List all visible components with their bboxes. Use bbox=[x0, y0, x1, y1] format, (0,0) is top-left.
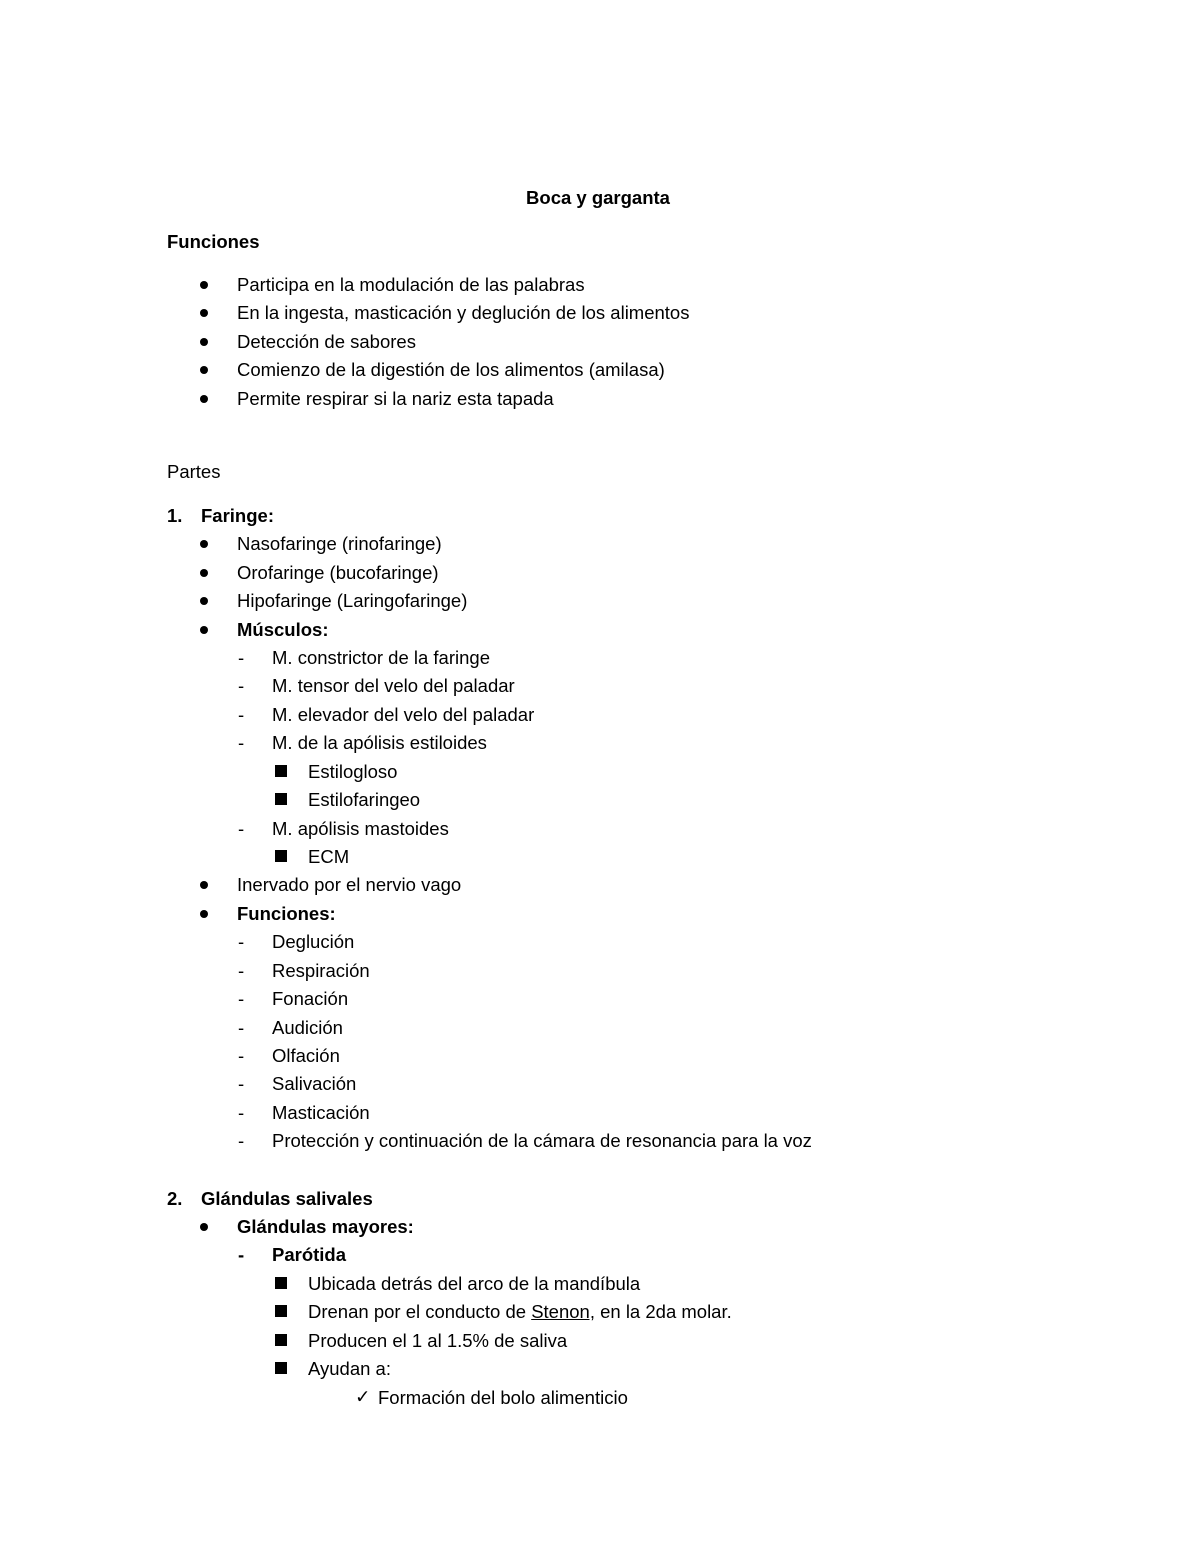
list-item: Ayudan a: bbox=[308, 1358, 391, 1379]
square-bullet-icon bbox=[275, 1334, 287, 1346]
glandulas-heading: Glándulas salivales bbox=[201, 1188, 373, 1209]
list-item: Estilofaringeo bbox=[308, 789, 421, 810]
checkmark-icon: ✓ bbox=[355, 1386, 371, 1407]
bullet-icon bbox=[200, 881, 208, 889]
dash-marker: - bbox=[238, 960, 245, 981]
dash-marker: - bbox=[238, 1045, 245, 1066]
faringe-heading: Faringe: bbox=[201, 505, 274, 526]
bullet-icon bbox=[200, 281, 208, 289]
bullet-icon bbox=[200, 569, 208, 577]
dash-marker: - bbox=[238, 1017, 245, 1038]
list-item: M. de la apólisis estiloides bbox=[272, 732, 487, 753]
list-item: Deglución bbox=[272, 931, 355, 952]
document-title: Boca y garganta bbox=[526, 187, 670, 208]
dash-marker: - bbox=[238, 931, 245, 952]
list-item: Fonación bbox=[272, 988, 349, 1009]
list-item: M. apólisis mastoides bbox=[272, 818, 449, 839]
square-bullet-icon bbox=[275, 1277, 287, 1289]
bullet-icon bbox=[200, 910, 208, 918]
list-item: Olfación bbox=[272, 1045, 340, 1066]
list-item: Inervado por el nervio vago bbox=[237, 874, 462, 895]
list-item: Producen el 1 al 1.5% de saliva bbox=[308, 1330, 568, 1351]
list-item: Detección de sabores bbox=[237, 331, 416, 352]
parotida-heading: Parótida bbox=[272, 1244, 347, 1265]
bullet-icon bbox=[200, 1223, 208, 1231]
bullet-icon bbox=[200, 309, 208, 317]
square-bullet-icon bbox=[275, 1362, 287, 1374]
list-item: Permite respirar si la nariz esta tapada bbox=[237, 388, 554, 409]
dash-marker: - bbox=[238, 675, 245, 696]
stenon-link[interactable]: Stenon, bbox=[531, 1301, 595, 1322]
list-item: M. tensor del velo del paladar bbox=[272, 675, 515, 696]
musculos-heading: Músculos: bbox=[237, 619, 329, 640]
funciones-heading: Funciones bbox=[167, 231, 260, 252]
list-item: Hipofaringe (Laringofaringe) bbox=[237, 590, 468, 611]
list-item: Participa en la modulación de las palabras bbox=[237, 274, 585, 295]
dash-marker: - bbox=[238, 988, 245, 1009]
section-number: 1. bbox=[167, 505, 183, 526]
square-bullet-icon bbox=[275, 850, 287, 862]
list-item: ECM bbox=[308, 846, 350, 867]
bullet-icon bbox=[200, 395, 208, 403]
section-number: 2. bbox=[167, 1188, 183, 1209]
list-item: Formación del bolo alimenticio bbox=[378, 1387, 628, 1408]
bullet-icon bbox=[200, 626, 208, 634]
drenan-text-end: en la 2da molar. bbox=[594, 1301, 732, 1322]
list-item: Orofaringe (bucofaringe) bbox=[237, 562, 439, 583]
list-item: Respiración bbox=[272, 960, 370, 981]
square-bullet-icon bbox=[275, 1305, 287, 1317]
bullet-icon bbox=[200, 366, 208, 374]
dash-marker: - bbox=[238, 647, 245, 668]
list-item: Protección y continuación de la cámara de resonancia para la voz bbox=[272, 1130, 812, 1151]
list-item: Audición bbox=[272, 1017, 343, 1038]
list-item: Nasofaringe (rinofaringe) bbox=[237, 533, 442, 554]
square-bullet-icon bbox=[275, 765, 287, 777]
dash-marker: - bbox=[238, 818, 245, 839]
dash-marker: - bbox=[238, 1244, 245, 1265]
list-item: Comienzo de la digestión de los alimentos (amilasa) bbox=[237, 359, 665, 380]
faringe-funciones-heading: Funciones: bbox=[237, 903, 336, 924]
drenan-text: Drenan por el conducto de bbox=[308, 1301, 532, 1322]
list-item bbox=[308, 1301, 732, 1323]
dash-marker: - bbox=[238, 704, 245, 725]
dash-marker: - bbox=[238, 732, 245, 753]
list-item: M. constrictor de la faringe bbox=[272, 647, 490, 668]
dash-marker: - bbox=[238, 1130, 245, 1151]
bullet-icon bbox=[200, 338, 208, 346]
list-item: Masticación bbox=[272, 1102, 370, 1123]
list-item: M. elevador del velo del paladar bbox=[272, 704, 535, 725]
bullet-icon bbox=[200, 540, 208, 548]
dash-marker: - bbox=[238, 1073, 245, 1094]
list-item: Ubicada detrás del arco de la mandíbula bbox=[308, 1273, 641, 1294]
dash-marker: - bbox=[238, 1102, 245, 1123]
list-item: En la ingesta, masticación y deglución de los alimentos bbox=[237, 302, 690, 323]
square-bullet-icon bbox=[275, 793, 287, 805]
list-item: Estilogloso bbox=[308, 761, 398, 782]
glandulas-mayores-heading: Glándulas mayores: bbox=[237, 1216, 414, 1237]
list-item: Salivación bbox=[272, 1073, 357, 1094]
bullet-icon bbox=[200, 597, 208, 605]
partes-heading: Partes bbox=[167, 461, 221, 482]
